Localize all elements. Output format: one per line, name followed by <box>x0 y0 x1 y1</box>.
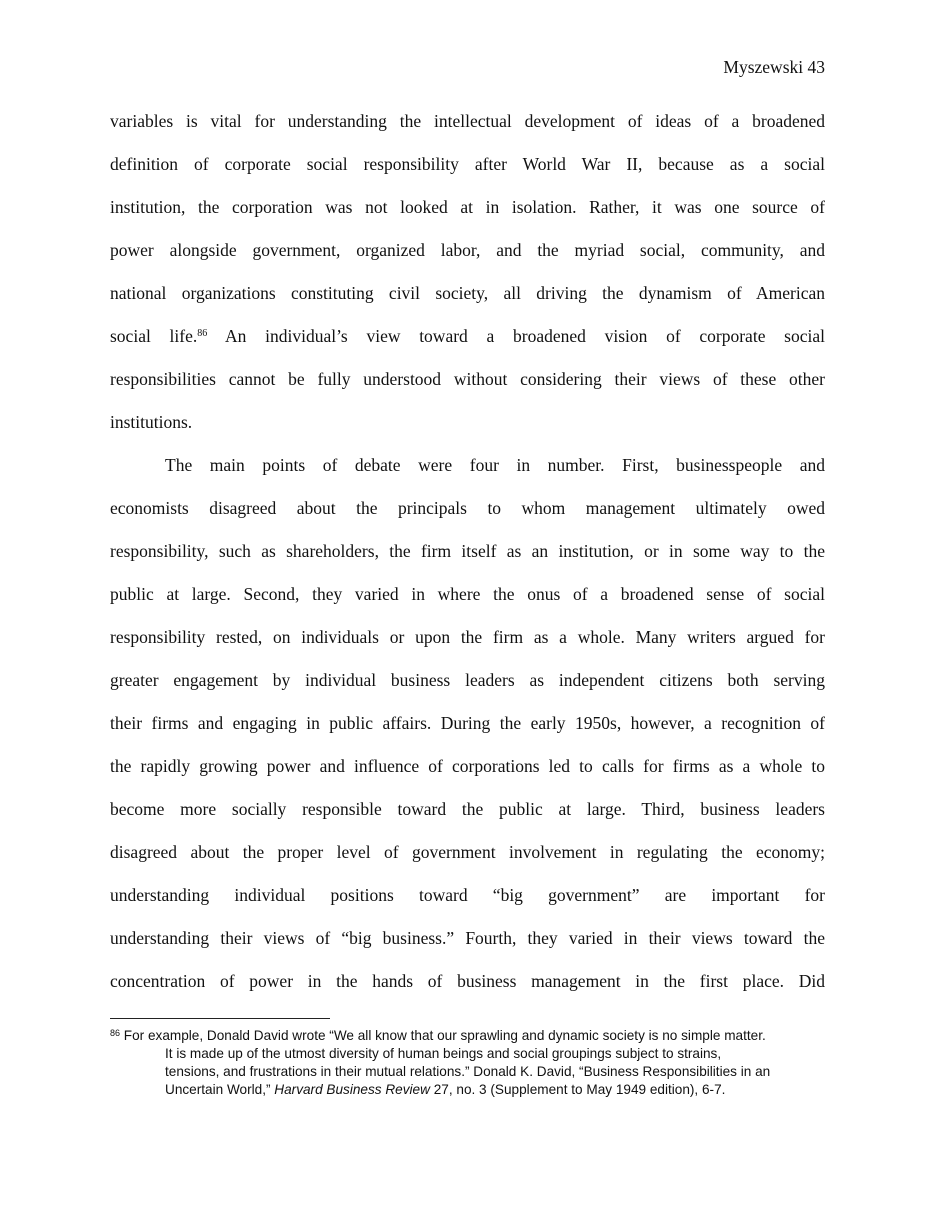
body-line: economists disagreed about the principals to whom management ultimately owed <box>110 498 825 518</box>
footnote-line <box>110 1081 826 1099</box>
body-line: national organizations constituting civil society, all driving the dynamism of American <box>110 283 825 303</box>
footnote-line: It is made up of the utmost diversity of human beings and social groupings subject to strains, <box>165 1046 722 1061</box>
footnote-number: 86 <box>110 1028 121 1038</box>
body-line: public at large. Second, they varied in where the onus of a broadened sense of social <box>110 584 825 604</box>
body-line: power alongside government, organized labor, and the myriad social, community, and <box>110 240 825 260</box>
journal-title: Harvard Business Review <box>274 1082 430 1097</box>
footnote <box>110 1027 826 1099</box>
body-line: understanding their views of “big business.” Fourth, they varied in their views toward the <box>110 928 825 948</box>
body-line: understanding individual positions toward “big government” are important for <box>110 885 825 905</box>
footnote-reference[interactable]: 86 <box>197 328 208 339</box>
body-line: greater engagement by individual business leaders as independent citizens both serving <box>110 670 825 690</box>
body-line: institutions. <box>110 412 193 432</box>
body-line: responsibility, such as shareholders, the firm itself as an institution, or in some way to the <box>110 541 825 561</box>
footnote-line <box>110 1027 826 1045</box>
body-line: responsibility rested, on individuals or upon the firm as a whole. Many writers argued for <box>110 627 825 647</box>
body-line-end: An individual’s view toward a broadened vision of corporate social <box>225 326 825 346</box>
body-line: institution, the corporation was not looked at in isolation. Rather, it was one source of <box>110 197 825 217</box>
body-line: their firms and engaging in public affairs. During the early 1950s, however, a recognition of <box>110 713 825 733</box>
footnote-text: Uncertain World,” <box>165 1082 275 1097</box>
body-line: the rapidly growing power and influence of corporations led to calls for firms as a whole to <box>110 756 825 776</box>
body-line: definition of corporate social responsibility after World War II, because as a social <box>110 154 825 174</box>
footnote-text: For example, Donald David wrote “We all know that our sprawling and dynamic society is no simple matter. <box>123 1028 766 1043</box>
running-head: Myszewski 43 <box>723 57 825 77</box>
body-line: disagreed about the proper level of government involvement in regulating the economy; <box>110 842 825 862</box>
footnote-text: 27, no. 3 (Supplement to May 1949 edition), 6-7. <box>429 1082 726 1097</box>
paragraph-first-line: The main points of debate were four in number. First, businesspeople and <box>165 455 825 475</box>
body-line: variables is vital for understanding the intellectual development of ideas of a broadened <box>110 111 825 131</box>
body-text <box>110 107 825 1010</box>
body-line: responsibilities cannot be fully understood without considering their views of these other <box>110 369 825 389</box>
footnote-separator <box>110 1018 330 1019</box>
body-line-with-footnote <box>110 322 825 365</box>
body-line-start: social life. <box>110 326 198 346</box>
body-line: become more socially responsible toward the public at large. Third, business leaders <box>110 799 825 819</box>
body-line: concentration of power in the hands of business management in the first place. Did <box>110 971 825 991</box>
footnote-line: tensions, and frustrations in their mutual relations.” Donald K. David, “Business Responsibilities in an <box>165 1064 771 1079</box>
